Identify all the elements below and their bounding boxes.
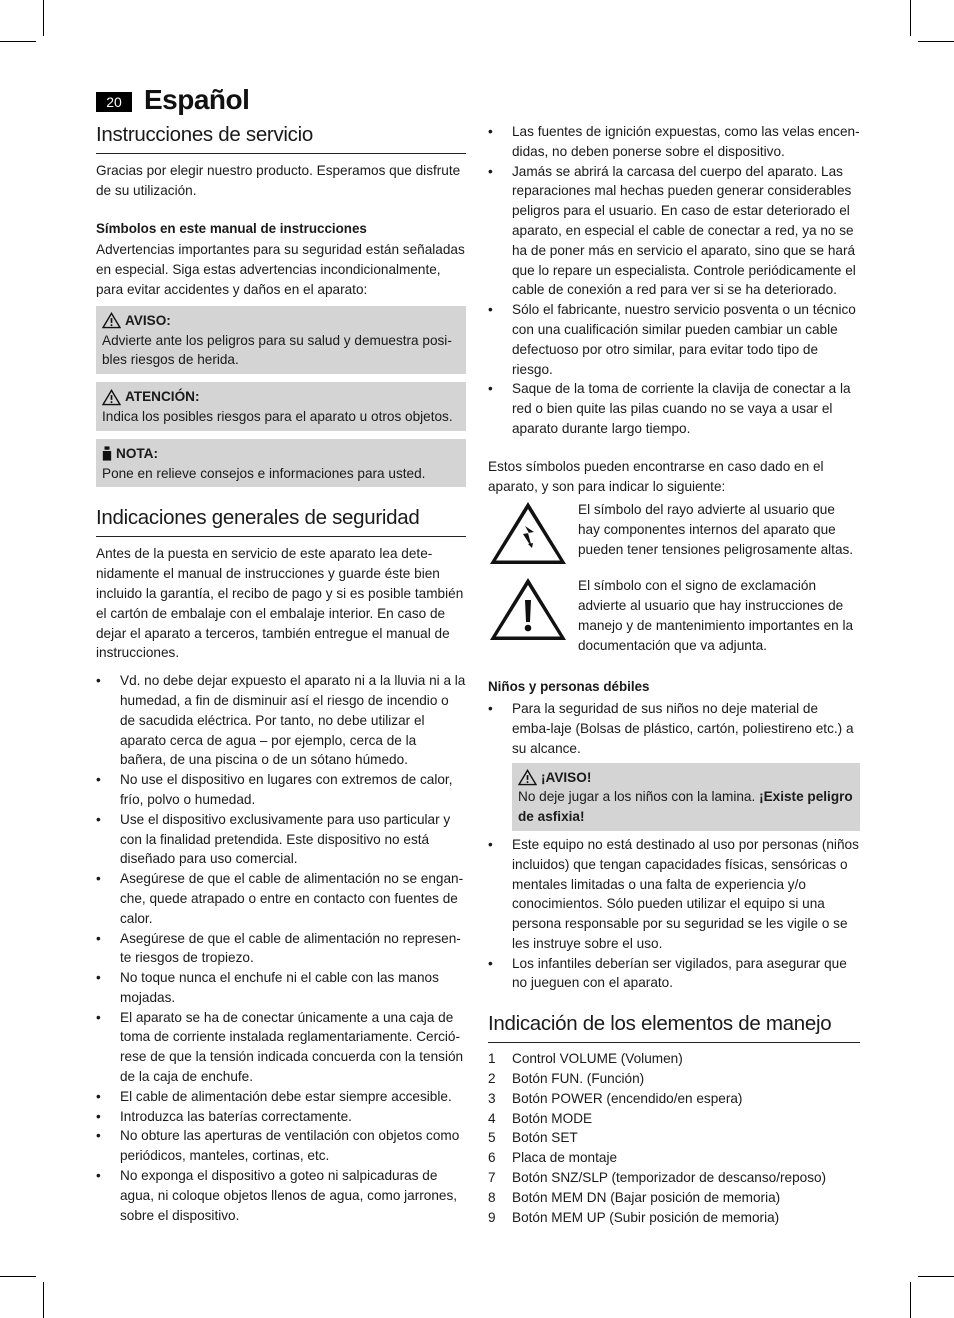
item-number: 5 xyxy=(488,1130,496,1146)
list-item: • Asegúrese de que el cable de alimentación no represen-te riesgos de tropiezo. xyxy=(96,929,466,969)
exclamation-warning-icon xyxy=(488,576,568,642)
crop-mark xyxy=(43,0,44,36)
item-number: 1 xyxy=(488,1051,496,1067)
info-icon xyxy=(102,445,112,462)
list-item xyxy=(488,1128,860,1148)
list-item xyxy=(488,1188,860,1208)
crop-mark xyxy=(0,1276,36,1277)
symbols-subheading: Símbolos en este manual de instrucciones xyxy=(96,220,367,236)
list-item: • No use el dispositivo en lugares con extremos de calor, frío, polvo o humedad. xyxy=(96,770,466,810)
item-text: Botón MODE xyxy=(512,1110,593,1126)
controls-list xyxy=(488,1049,860,1227)
list-item: • Vd. no debe dejar expuesto el aparato ni a la lluvia ni a la humedad, a fin de disminuir así el riesgo de incendio o de sacudida eléctrica. Por tanto, no debe utilizar el aparato cerca de agua – por ejemplo, cerca de la bañera, de una piscina o de un sótano húmedo. xyxy=(96,671,466,770)
safety-intro: Antes de la puesta en servicio de este aparato lea dete-nidamente el manual de instrucciones y guarde éste bien incluido la garantía, el recibo de pago y si es posible también el cartón de embalaje con el embalaje interior. En caso de dejar el aparato a terceros, también entregue el manual de instrucciones. xyxy=(96,546,464,661)
crop-mark xyxy=(910,1282,911,1318)
item-text: Botón POWER (encendido/en espera) xyxy=(512,1090,743,1106)
right-column xyxy=(488,122,860,1227)
list-item: • Para la seguridad de sus niños no deje material de emba-laje (Bolsas de plástico, cartón, poliestireno etc.) a su alcance. xyxy=(488,699,860,758)
aviso-title: AVISO: xyxy=(125,312,171,328)
list-item: • Use el dispositivo exclusivamente para uso particular y con la finalidad pretendida. Este dispositivo no está diseñado para uso comercial. xyxy=(96,810,466,869)
exclamation-text: El símbolo con el signo de exclamación advierte al usuario que hay instrucciones de manejo y de mantenimiento importantes en la documentación que va adjunta. xyxy=(578,578,854,653)
list-item: • El aparato se ha de conectar únicamente a una caja de toma de corriente instalada reglamentariamente. Cerció-rese de que la tensión indicada concuerda con la tensión de la caja de enchufe. xyxy=(96,1008,466,1087)
aviso2-normal-text: No deje jugar a los niños con la lamina. xyxy=(518,789,760,805)
item-number: 2 xyxy=(488,1071,496,1087)
item-text: Botón MEM DN (Bajar posición de memoria) xyxy=(512,1189,781,1205)
symbols-text: Advertencias importantes para su seguridad están señaladas en especial. Siga estas advertencias incondicionalmente, para evitar accidentes y daños en el aparato: xyxy=(96,242,465,297)
lightning-text: El símbolo del rayo advierte al usuario que hay componentes internos del aparato que pueden tener tensiones peligrosamente altas. xyxy=(578,502,854,557)
aviso-box xyxy=(96,306,466,374)
left-column xyxy=(96,122,466,1225)
list-item xyxy=(488,1049,860,1069)
atencion-box xyxy=(96,382,466,431)
list-item: • No toque nunca el enchufe ni el cable con las manos mojadas. xyxy=(96,968,466,1008)
nota-box xyxy=(96,439,466,488)
warning-triangle-icon xyxy=(518,769,537,786)
intro-text: Gracias por elegir nuestro producto. Esperamos que disfrute de su utilización. xyxy=(96,163,461,198)
item-text: Botón SET xyxy=(512,1130,578,1146)
warning-triangle-icon xyxy=(102,312,121,329)
item-text: Botón MEM UP (Subir posición de memoria) xyxy=(512,1209,780,1225)
item-number: 7 xyxy=(488,1170,496,1186)
aviso2-title: ¡AVISO! xyxy=(541,769,592,785)
language-title: Español xyxy=(144,84,250,115)
atencion-text: Indica los posibles riesgos para el aparato u otros objetos. xyxy=(102,408,453,424)
list-item xyxy=(488,1148,860,1168)
list-item: • Sólo el fabricante, nuestro servicio posventa o un técnico con una cualificación similar pueden cambiar un cable defectuoso por otro similar, para evitar todo tipo de riesgo. xyxy=(488,300,860,379)
item-number: 6 xyxy=(488,1150,496,1166)
crop-mark xyxy=(43,1282,44,1318)
aviso2-text xyxy=(518,787,854,827)
page-number: 20 xyxy=(96,92,132,112)
lightning-symbol-row xyxy=(488,500,860,572)
item-text: Placa de montaje xyxy=(512,1150,618,1166)
list-item xyxy=(488,1069,860,1089)
list-item: • Jamás se abrirá la carcasa del cuerpo del aparato. Las reparaciones mal hechas pueden generar considerables peligros para el usuario. En caso de estar deteriorado el aparato, en especial el cable de conectar a red, ya no se ha de poner más en servicio el aparato, sino que se hará que lo repare un especialista. Controle periódicamente el cable de conexión a red para ver si se ha deteriorado. xyxy=(488,162,860,301)
lightning-warning-icon xyxy=(488,500,568,566)
list-item xyxy=(488,1208,860,1228)
atencion-title: ATENCIÓN: xyxy=(125,389,200,405)
item-number: 8 xyxy=(488,1189,496,1205)
symbols-intro: Estos símbolos pueden encontrarse en caso dado en el aparato, y son para indicar lo siguiente: xyxy=(488,458,824,494)
list-item: • Este equipo no está destinado al uso por personas (niños incluidos) que tengan capacidades físicas, sensóricas o mentales limitadas o una falta de experiencia y/o conocimientos. Sólo pueden utilizar el equipo si una persona responsable por su seguridad se les vigile o se les instruye sobre el uso. xyxy=(488,835,860,954)
item-number: 4 xyxy=(488,1110,496,1126)
list-item: • Saque de la toma de corriente la clavija de conectar a la red o bien quite las pilas cuando no se vaya a usar el aparato durante largo tiempo. xyxy=(488,379,860,438)
crop-mark xyxy=(910,0,911,36)
section-heading-safety: Indicaciones generales de seguridad xyxy=(96,505,466,537)
item-text: Botón FUN. (Función) xyxy=(512,1071,645,1087)
list-item xyxy=(488,1168,860,1188)
exclamation-symbol-row xyxy=(488,576,860,655)
safety-list-continued xyxy=(488,122,860,439)
item-number: 3 xyxy=(488,1090,496,1106)
children-subheading: Niños y personas débiles xyxy=(488,679,650,695)
aviso-children-box xyxy=(512,763,860,831)
list-item: • Los infantiles deberían ser vigilados, para asegurar que no jueguen con el aparato. xyxy=(488,954,860,994)
section-heading-service: Instrucciones de servicio xyxy=(96,122,466,154)
aviso2-bold-text: ¡Existe peligro de asfixia! xyxy=(518,789,853,825)
list-item: • Las fuentes de ignición expuestas, como las velas encen-didas, no deben ponerse sobre el dispositivo. xyxy=(488,122,860,162)
aviso-text: Advierte ante los peligros para su salud y demuestra posi-bles riesgos de herida. xyxy=(102,332,452,368)
crop-mark xyxy=(0,41,36,42)
crop-mark xyxy=(918,1276,954,1277)
list-item xyxy=(488,1089,860,1109)
list-item: • No exponga el dispositivo a goteo ni salpicaduras de agua, ni coloque objetos llenos de agua, como jarrones, sobre el dispositivo. xyxy=(96,1166,466,1225)
children-list-2 xyxy=(488,835,860,993)
warning-triangle-icon xyxy=(102,389,121,406)
crop-mark xyxy=(918,41,954,42)
item-text: Botón SNZ/SLP (temporizador de descanso/reposo) xyxy=(512,1170,827,1186)
list-item: • El cable de alimentación debe estar siempre accesible. xyxy=(96,1087,466,1107)
nota-text: Pone en relieve consejos e informaciones para usted. xyxy=(102,465,426,481)
list-item: • No obture las aperturas de ventilación con objetos como periódicos, manteles, cortinas, etc. xyxy=(96,1126,466,1166)
item-number: 9 xyxy=(488,1209,496,1225)
list-item: • Introduzca las baterías correctamente. xyxy=(96,1107,466,1127)
item-text: Control VOLUME (Volumen) xyxy=(512,1051,683,1067)
nota-title: NOTA: xyxy=(116,445,159,461)
section-heading-controls: Indicación de los elementos de manejo xyxy=(488,1011,860,1043)
list-item: • Asegúrese de que el cable de alimentación no se engan-che, quede atrapado o entre en contacto con fuentes de calor. xyxy=(96,869,466,928)
children-list xyxy=(488,699,860,758)
list-item xyxy=(488,1109,860,1129)
safety-list xyxy=(96,671,466,1225)
